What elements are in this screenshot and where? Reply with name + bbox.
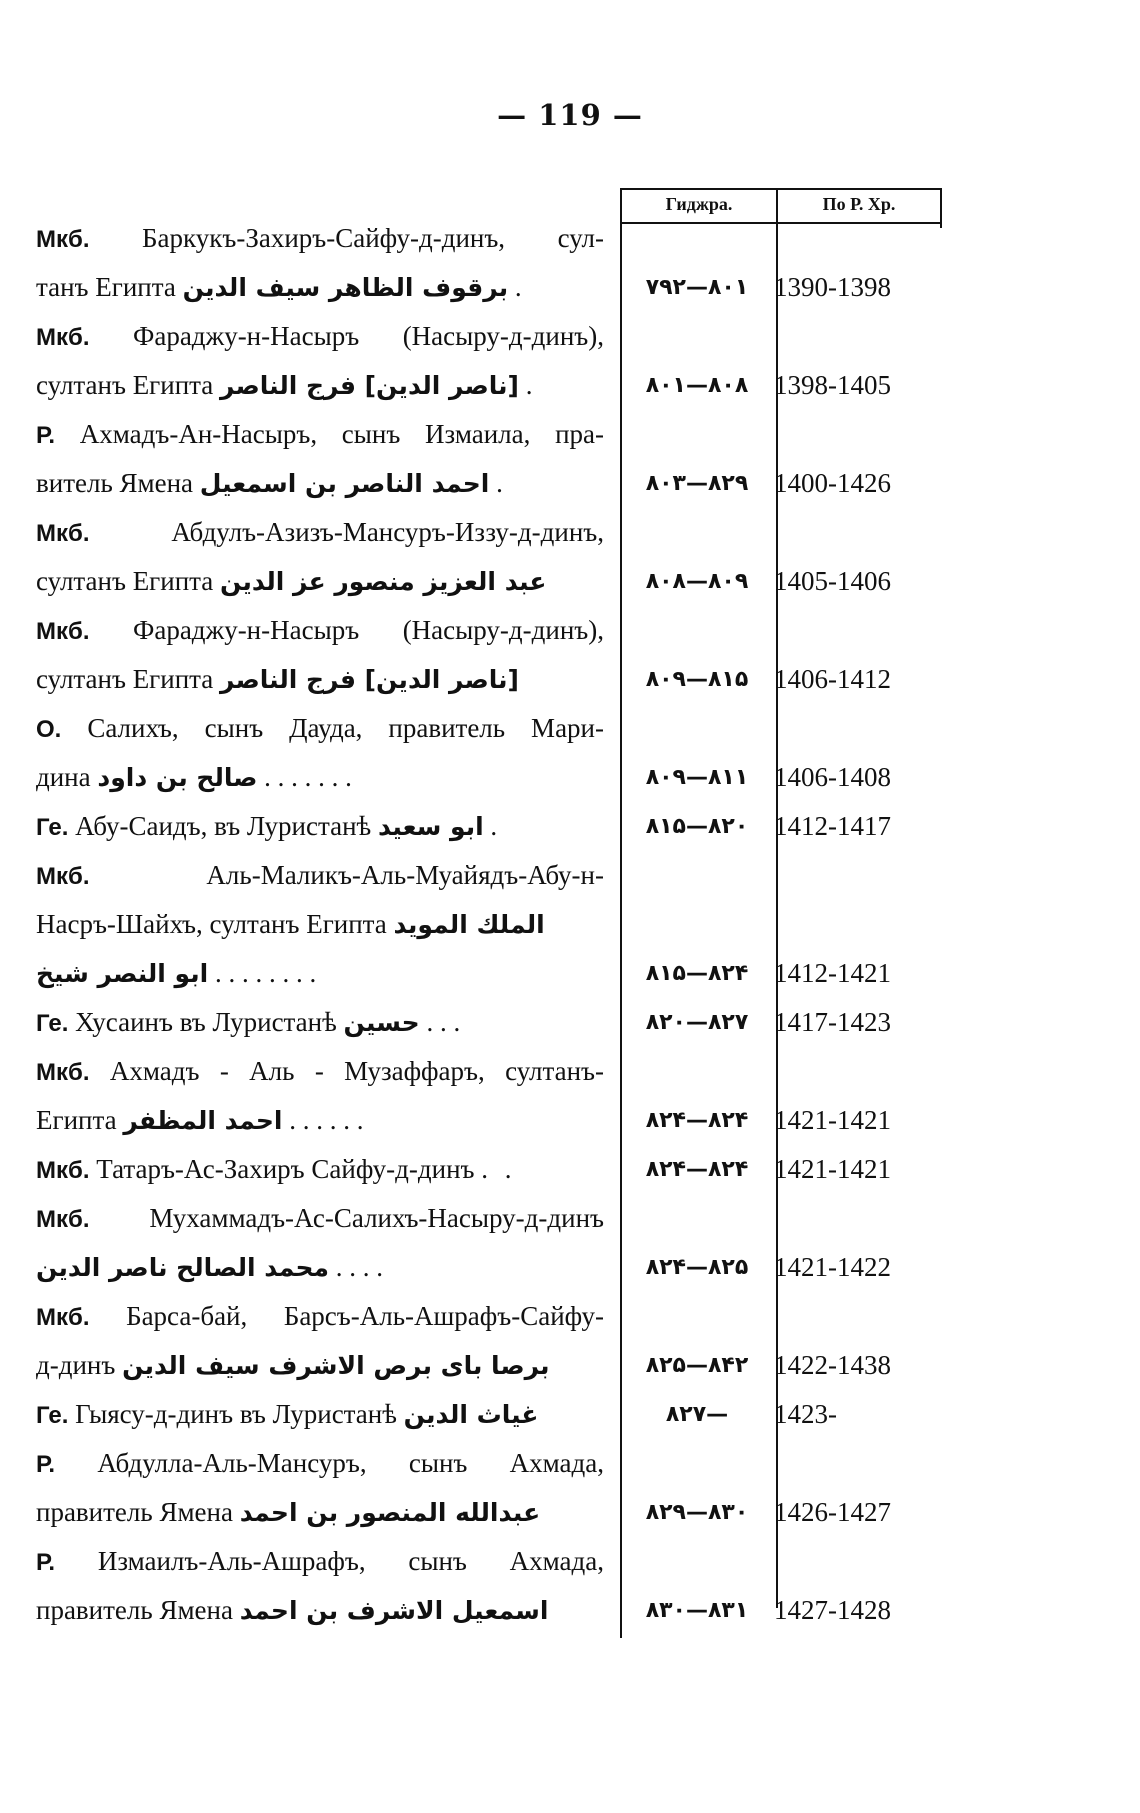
page-number: — 119 —: [497, 98, 643, 132]
entry-line: [36, 557, 1104, 606]
dynasty-abbreviation: Мкб.: [36, 863, 90, 890]
ruler-description: правитель Ямена: [36, 1497, 240, 1527]
ad-years: 1422-1438: [774, 1350, 891, 1380]
hijra-years: ۸۲۰—۸۲۷: [645, 1010, 749, 1035]
entry-line: [36, 1390, 1104, 1439]
ruler-description: Баркукъ-Захиръ-Сайфу-д-динъ, сул-: [89, 223, 604, 253]
ruler-description: Гыясу-д-динъ въ Луристанѣ: [68, 1399, 404, 1429]
arabic-name: عبد العزيز منصور عز الدين: [220, 567, 547, 596]
arabic-name: [ناصر الدين] فرج الناصر: [220, 371, 519, 400]
ruler-description: Насръ-Шайхъ, султанъ Египта: [36, 909, 394, 939]
entry-line: [36, 1341, 1104, 1390]
leader-dots: . . . .: [328, 1252, 383, 1282]
ad-years: 1423-: [774, 1399, 837, 1429]
ad-years: 1405-1406: [774, 566, 891, 596]
ad-years: 1417-1423: [774, 1007, 891, 1037]
leader-dots: .: [487, 1154, 522, 1184]
entry-text: [36, 557, 604, 606]
ad-years: 1406-1412: [774, 664, 891, 694]
leader-dots: . . . . . . .: [257, 762, 352, 792]
ruler-description: Абу-Саидъ, въ Луристанѣ: [68, 811, 378, 841]
entry-text: [36, 753, 604, 802]
entry-line: [36, 361, 1104, 410]
entry-line: [36, 1586, 1104, 1635]
dynasty-abbreviation: Р.: [36, 1451, 56, 1478]
ruler-description: дина: [36, 762, 98, 792]
entry-text: [36, 410, 604, 460]
entry-line: [36, 998, 1104, 1047]
hijra-years: ۸۲۷—: [665, 1402, 729, 1427]
entry-line: [36, 263, 1104, 312]
entry-text: [36, 606, 604, 656]
ad-years: 1412-1417: [774, 811, 891, 841]
leader-dots: .: [483, 811, 498, 841]
ruler-description: Египта: [36, 1105, 124, 1135]
arabic-name: محمد الصالح ناصر الدين: [36, 1253, 329, 1282]
hijra-years: ۸۳۰—۸۳۱: [645, 1598, 749, 1623]
dynasty-abbreviation: Р.: [36, 422, 56, 449]
ruler-description: д-динъ: [36, 1350, 123, 1380]
arabic-name: عبدالله المنصور بن احمد: [239, 1498, 541, 1527]
hijra-years: ۸۰۹—۸۱۱: [645, 765, 749, 790]
dynasty-abbreviation: Мкб.: [36, 1157, 90, 1184]
ruler-description: Фараджу-н-Насыръ (Насыру-д-динъ),: [89, 615, 604, 645]
entry-line: [36, 606, 1104, 655]
entry-text: [36, 704, 604, 754]
hijra-years: ۸۱۵—۸۲۴: [645, 961, 749, 986]
ruler-description: танъ Египта: [36, 272, 183, 302]
entry-text: [36, 655, 604, 704]
ruler-description: Барса-бай, Барсъ-Аль-Ашрафъ-Сайфу-: [89, 1301, 604, 1331]
ad-years: 1390-1398: [774, 272, 891, 302]
ad-years: 1406-1408: [774, 762, 891, 792]
hijra-years: ۸۰۸—۸۰۹: [645, 569, 749, 594]
entry-line: [36, 1243, 1104, 1292]
entry-text: [36, 214, 604, 264]
entry-text: [36, 1439, 604, 1489]
entry-text: [36, 1586, 604, 1635]
ruler-description: правитель Ямена: [36, 1595, 240, 1625]
leader-dots: . . .: [419, 1007, 461, 1037]
leader-dots: .: [489, 468, 503, 498]
ruler-description: Татаръ-Ас-Захиръ Сайфу-д-динъ .: [89, 1154, 488, 1184]
arabic-name: صالح بن داود: [97, 763, 258, 792]
entry-text: [36, 949, 604, 998]
ad-years: 1426-1427: [774, 1497, 891, 1527]
dynasty-abbreviation: Мкб.: [36, 618, 90, 645]
hijra-years: ۸۲۴—۸۲۴: [645, 1157, 749, 1182]
entry-line: [36, 753, 1104, 802]
entry-text: [36, 361, 604, 410]
entry-text: [36, 802, 604, 852]
entry-text: [36, 1194, 604, 1244]
dynasty-abbreviation: Ге.: [36, 814, 69, 841]
entry-line: [36, 459, 1104, 508]
entry-text: [36, 1243, 604, 1292]
arabic-name: ابو النصر شيخ: [36, 959, 209, 988]
entry-text: [36, 1390, 604, 1440]
ad-years: 1427-1428: [774, 1595, 891, 1625]
ad-years: 1412-1421: [774, 958, 891, 988]
hijra-years: ۸۲۴—۸۲۴: [645, 1108, 749, 1133]
ruler-description: Абдулъ-Азизъ-Мансуръ-Иззу-д-динъ,: [89, 517, 604, 547]
ruler-description: султанъ Египта: [36, 566, 221, 596]
entry-line: [36, 312, 1104, 361]
arabic-name: الملك المويد: [393, 910, 545, 939]
entry-text: [36, 1488, 604, 1537]
entry-line: [36, 949, 1104, 998]
entry-line: [36, 704, 1104, 753]
ad-column-header: По Р. Хр.: [822, 194, 896, 214]
entry-text: [36, 508, 604, 558]
entry-text: [36, 1292, 604, 1342]
ruler-description: султанъ Египта: [36, 370, 221, 400]
arabic-name: احمد الناصر بن اسمعيل: [199, 469, 490, 498]
entry-text: [36, 263, 604, 312]
dynasty-abbreviation: Р.: [36, 1549, 56, 1576]
hijra-years: ۸۱۵—۸۲۰: [645, 814, 749, 839]
hijra-years: ۸۰۱—۸۰۸: [645, 373, 749, 398]
entry-line: [36, 1194, 1104, 1243]
entry-text: [36, 459, 604, 508]
dynasty-abbreviation: Мкб.: [36, 1304, 90, 1331]
entry-line: [36, 1439, 1104, 1488]
hijra-years: ۷۹۲—۸۰۱: [645, 275, 749, 300]
entry-line: [36, 1488, 1104, 1537]
entry-line: [36, 851, 1104, 900]
arabic-name: برقوف الظاهر سيف الدين: [182, 273, 509, 302]
hijra-years: ۸۲۵—۸۴۲: [645, 1353, 749, 1378]
hijra-column-header: Гиджра.: [665, 194, 733, 214]
ruler-description: витель Ямена: [36, 468, 200, 498]
arabic-name: اسمعيل الاشرف بن احمد: [239, 1596, 549, 1625]
ad-years: 1398-1405: [774, 370, 891, 400]
entry-line: [36, 1537, 1104, 1586]
entry-text: [36, 312, 604, 362]
hijra-years: ۸۲۴—۸۲۵: [645, 1255, 749, 1280]
ruler-description: султанъ Египта: [36, 664, 221, 694]
arabic-name: احمد المظفر: [123, 1106, 283, 1135]
dynasty-abbreviation: Мкб.: [36, 226, 90, 253]
entry-line: [36, 214, 1104, 263]
ad-years: 1421-1421: [774, 1154, 891, 1184]
dynasty-abbreviation: Мкб.: [36, 520, 90, 547]
entry-line: [36, 1047, 1104, 1096]
ruler-description: Мухаммадъ-Ас-Салихъ-Насыру-д-динъ: [89, 1203, 604, 1233]
arabic-name: [ناصر الدين] فرج الناصر: [220, 665, 519, 694]
ad-years: 1400-1426: [774, 468, 891, 498]
dynasty-abbreviation: О.: [36, 716, 62, 743]
ruler-description: Салихъ, сынъ Дауда, правитель Мари-: [61, 713, 604, 743]
ruler-description: Абдулла-Аль-Мансуръ, сынъ Ахмада,: [55, 1448, 604, 1478]
hijra-years: ۸۲۹—۸۳۰: [645, 1500, 749, 1525]
entry-line: [36, 1292, 1104, 1341]
entry-text: [36, 1047, 604, 1097]
leader-dots: .: [518, 370, 533, 400]
ruler-description: Аль-Маликъ-Аль-Муайядъ-Абу-н-: [89, 860, 604, 890]
dynasty-abbreviation: Мкб.: [36, 1206, 90, 1233]
entry-text: [36, 900, 604, 949]
ruler-description: Ахмадъ-Ан-Насыръ, сынъ Измаила, пра-: [55, 419, 604, 449]
ad-years: 1421-1422: [774, 1252, 891, 1282]
arabic-name: حسين: [343, 1008, 420, 1037]
dynasty-abbreviation: Ге.: [36, 1010, 69, 1037]
ad-years: 1421-1421: [774, 1105, 891, 1135]
arabic-name: برصا باى برص الاشرف سيف الدين: [122, 1351, 550, 1380]
arabic-name: غياث الدين: [403, 1400, 539, 1429]
entry-line: [36, 508, 1104, 557]
entry-text: [36, 1341, 604, 1390]
leader-dots: . . . . . . . .: [208, 958, 317, 988]
entry-text: [36, 1096, 604, 1145]
entry-line: [36, 410, 1104, 459]
dynasty-abbreviation: Мкб.: [36, 324, 90, 351]
hijra-years: ۸۰۹—۸۱۵: [645, 667, 749, 692]
ruler-description: Хусаинъ въ Луристанѣ: [68, 1007, 344, 1037]
leader-dots: .: [508, 272, 522, 302]
dynasty-abbreviation: Ге.: [36, 1402, 69, 1429]
arabic-name: ابو سعيد: [377, 812, 484, 841]
hijra-years: ۸۰۳—۸۲۹: [645, 471, 749, 496]
table-top-rule: [620, 188, 942, 190]
entry-line: [36, 1096, 1104, 1145]
entry-text: [36, 1537, 604, 1587]
dynasty-abbreviation: Мкб.: [36, 1059, 90, 1086]
entry-text: [36, 998, 604, 1048]
entry-line: [36, 1145, 1104, 1194]
ruler-description: Фараджу-н-Насыръ (Насыру-д-динъ),: [89, 321, 604, 351]
ruler-description: Измаилъ-Аль-Ашрафъ, сынъ Ахмада,: [55, 1546, 604, 1576]
entry-text: [36, 851, 604, 901]
ruler-description: Ахмадъ - Аль - Музаффаръ, султанъ-: [89, 1056, 604, 1086]
entry-line: [36, 802, 1104, 851]
entry-line: [36, 900, 1104, 949]
entry-line: [36, 655, 1104, 704]
leader-dots: . . . . . .: [282, 1105, 364, 1135]
entry-text: [36, 1145, 604, 1195]
